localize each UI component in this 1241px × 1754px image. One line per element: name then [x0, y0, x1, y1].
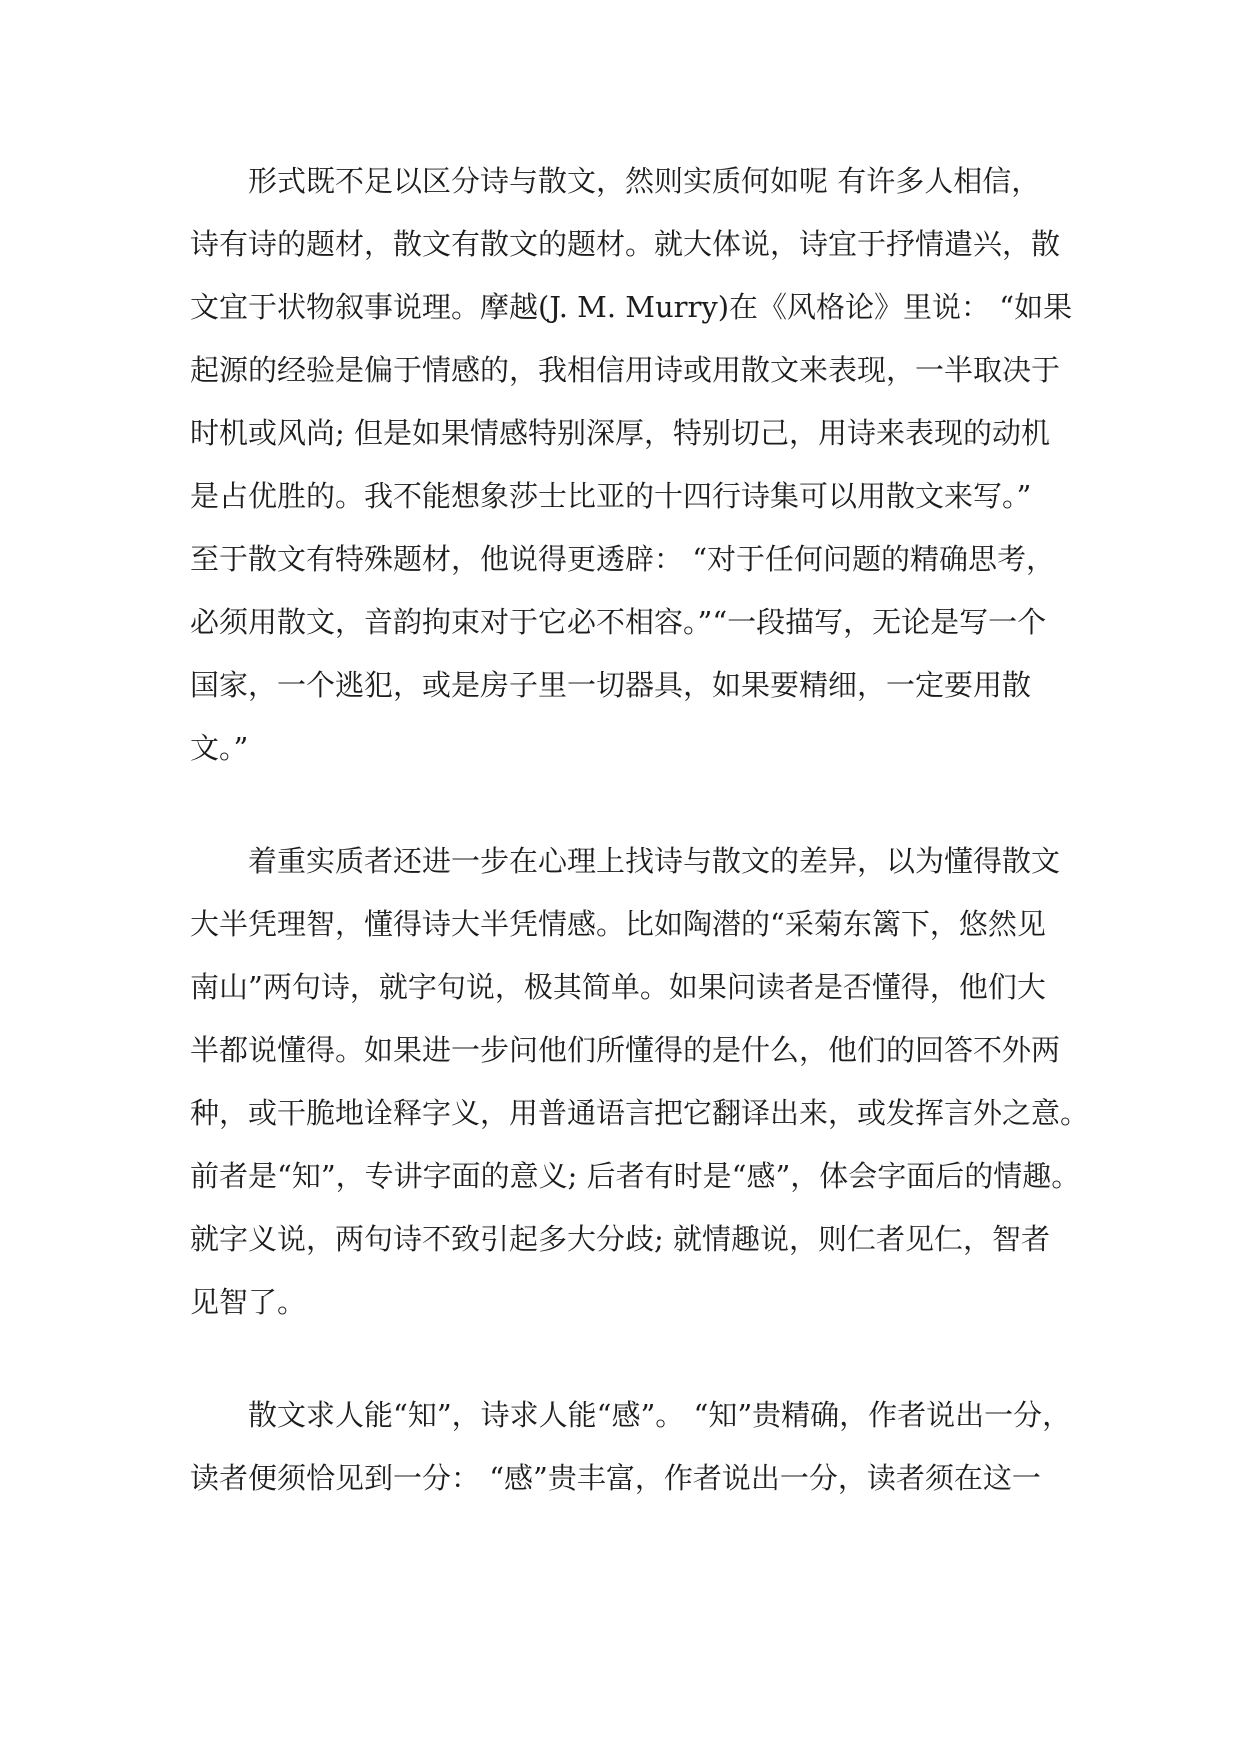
text-line: 文宜于状物叙事说理。摩越(J. M. Murry)在《风格论》里说： “如果	[190, 290, 1073, 324]
text-line: 前者是“知”，专讲字面的意义; 后者有时是“感”，体会字面后的情趣。	[190, 1159, 1081, 1193]
text-line: 至于散文有特殊题材，他说得更透辟： “对于任何问题的精确思考，	[190, 542, 1056, 576]
text-line: 半都说懂得。如果进一步问他们所懂得的是什么，他们的回答不外两	[190, 1033, 1061, 1067]
text-line: 诗有诗的题材，散文有散文的题材。就大体说，诗宜于抒情遣兴，散	[190, 227, 1061, 261]
text-line: 大半凭理智，懂得诗大半凭情感。比如陶潜的“采菊东篱下，悠然见	[190, 907, 1046, 941]
paragraph-1	[190, 162, 1073, 792]
paragraph-spacer	[190, 792, 1070, 842]
text-line: 散文求人能“知”，诗求人能“感”。 “知”贵精确，作者说出一分，	[248, 1398, 1072, 1432]
text-line: 起源的经验是偏于情感的，我相信用诗或用散文来表现，一半取决于	[190, 353, 1061, 387]
paragraph-3	[190, 1396, 1070, 1522]
text-line: 必须用散文，音韵拘束对于它必不相容。”“一段描写，无论是写一个	[190, 605, 1047, 639]
document-body	[190, 162, 1090, 1522]
text-line: 文。”	[190, 731, 249, 765]
paragraph-spacer	[190, 1346, 1070, 1396]
text-line: 就字义说，两句诗不致引起多大分歧; 就情趣说，则仁者见仁，智者	[190, 1222, 1050, 1256]
text-line: 读者便须恰见到一分： “感”贵丰富，作者说出一分，读者须在这一	[190, 1461, 1041, 1495]
text-line: 南山”两句诗，就字句说，极其简单。如果问读者是否懂得，他们大	[190, 970, 1046, 1004]
paragraph-2	[190, 842, 1090, 1346]
text-line: 是占优胜的。我不能想象莎士比亚的十四行诗集可以用散文来写。”	[190, 479, 1032, 513]
text-line: 时机或风尚; 但是如果情感特别深厚，特别切己，用诗来表现的动机	[190, 416, 1050, 450]
text-line: 形式既不足以区分诗与散文，然则实质何如呢 有许多人相信，	[248, 164, 1041, 198]
text-line: 种，或干脆地诠释字义，用普通语言把它翻译出来，或发挥言外之意。	[190, 1096, 1090, 1130]
text-line: 国家，一个逃犯，或是房子里一切器具，如果要精细，一定要用散	[190, 668, 1032, 702]
text-line: 着重实质者还进一步在心理上找诗与散文的差异，以为懂得散文	[248, 844, 1061, 878]
text-line: 见智了。	[190, 1285, 307, 1319]
